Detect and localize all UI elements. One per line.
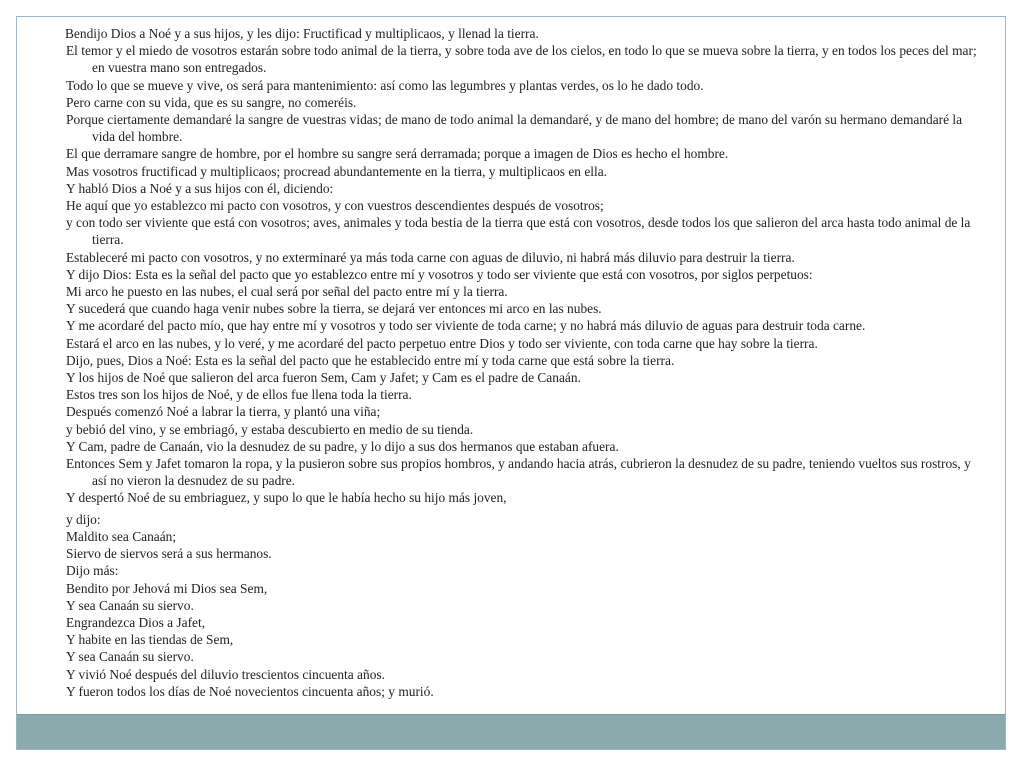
text-line: Estos tres son los hijos de Noé, y de ellos fue llena toda la tierra. bbox=[66, 387, 412, 403]
slide-frame bbox=[16, 16, 1006, 750]
text-line: Mi arco he puesto en las nubes, el cual será por señal del pacto entre mí y la tierra. bbox=[66, 284, 508, 300]
text-line: Engrandezca Dios a Jafet, bbox=[66, 614, 206, 630]
text-line: Bendijo Dios a Noé y a sus hijos, y les dijo: Fructificad y multiplicaos, y llenad la tierra. bbox=[65, 26, 539, 41]
text-line: Dijo más: bbox=[66, 563, 119, 579]
text-line: Y sea Canaán su siervo. bbox=[66, 597, 194, 613]
text-line: Y despertó Noé de su embriaguez, y supo lo que le había hecho su hijo más joven, bbox=[66, 490, 507, 506]
text-line: Y los hijos de Noé que salieron del arca fueron Sem, Cam y Jafet; y Cam es el padre de Canaán. bbox=[66, 370, 581, 386]
text-line: Maldito sea Canaán; bbox=[66, 528, 177, 544]
text-line: Después comenzó Noé a labrar la tierra, y plantó una viña; bbox=[66, 404, 381, 420]
text-line: Estará el arco en las nubes, y lo veré, y me acordaré del pacto perpetuo entre Dios y todo ser viviente, con toda carne que hay sobre la tierra. bbox=[66, 335, 818, 351]
text-line: Y sucederá que cuando haga venir nubes sobre la tierra, se dejará ver entonces mi arco en las nubes. bbox=[66, 301, 602, 317]
text-line: Y dijo Dios: Esta es la señal del pacto que yo establezco entre mí y vosotros y todo ser viviente que está con vosotros, por siglos perpetuos: bbox=[66, 266, 813, 282]
text-line: Dijo, pues, Dios a Noé: Esta es la señal del pacto que he establecido entre mí y toda carne que está sobre la tierra. bbox=[66, 352, 675, 368]
document-text bbox=[65, 25, 980, 700]
text-line: Y habló Dios a Noé y a sus hijos con él, diciendo: bbox=[66, 180, 334, 196]
text-line: Y sea Canaán su siervo. bbox=[66, 649, 194, 665]
text-line: El temor y el miedo de vosotros estarán sobre todo animal de la tierra, y sobre toda ave de los cielos, en todo lo que se mueva sobre la tierra, y en todos los peces del mar; en vuestra mano son entregados. bbox=[66, 43, 977, 76]
text-line: Bendito por Jehová mi Dios sea Sem, bbox=[66, 580, 268, 596]
text-line: Pero carne con su vida, que es su sangre, no comeréis. bbox=[66, 94, 357, 110]
text-line: y bebió del vino, y se embriagó, y estaba descubierto en medio de su tienda. bbox=[66, 421, 474, 437]
text-line: Y habite en las tiendas de Sem, bbox=[66, 632, 234, 648]
text-line: Y fueron todos los días de Noé novecientos cincuenta años; y murió. bbox=[66, 683, 434, 699]
text-line: Porque ciertamente demandaré la sangre de vuestras vidas; de mano de todo animal la demandaré, y de mano del hombre; de mano del varón su hermano demandaré la vida del hombre. bbox=[66, 112, 963, 145]
text-line: Y vivió Noé después del diluvio trescientos cincuenta años. bbox=[66, 666, 385, 682]
text-line: y dijo: bbox=[66, 511, 101, 527]
text-line: Y Cam, padre de Canaán, vio la desnudez de su padre, y lo dijo a sus dos hermanos que estaban afuera. bbox=[66, 438, 619, 454]
text-line: Siervo de siervos será a sus hermanos. bbox=[66, 546, 272, 562]
text-line: Entonces Sem y Jafet tomaron la ropa, y la pusieron sobre sus propios hombros, y andando hacia atrás, cubrieron la desnudez de su padre, teniendo vueltos sus rostros, y así no vieron la desnudez de su padre. bbox=[66, 456, 971, 489]
text-line: Estableceré mi pacto con vosotros, y no exterminaré ya más toda carne con aguas de diluvio, ni habrá más diluvio para destruir la tierra. bbox=[66, 249, 795, 265]
text-line: Y me acordaré del pacto mío, que hay entre mí y vosotros y todo ser viviente de toda carne; y no habrá más diluvio de aguas para destruir toda carne. bbox=[66, 318, 866, 334]
footer-bar bbox=[17, 714, 1005, 749]
text-line: y con todo ser viviente que está con vosotros; aves, animales y toda bestia de la tierra que está con vosotros, desde todos los que salieron del arca hasta todo animal de la tierra. bbox=[66, 215, 971, 248]
text-line: He aquí que yo establezco mi pacto con vosotros, y con vuestros descendientes después de vosotros; bbox=[66, 198, 604, 214]
text-line: El que derramare sangre de hombre, por el hombre su sangre será derramada; porque a imagen de Dios es hecho el hombre. bbox=[66, 146, 729, 162]
text-line: Mas vosotros fructificad y multiplicaos; procread abundantemente en la tierra, y multiplicaos en ella. bbox=[66, 163, 608, 179]
text-line: Todo lo que se mueve y vive, os será para mantenimiento: así como las legumbres y plantas verdes, os lo he dado todo. bbox=[66, 77, 704, 93]
